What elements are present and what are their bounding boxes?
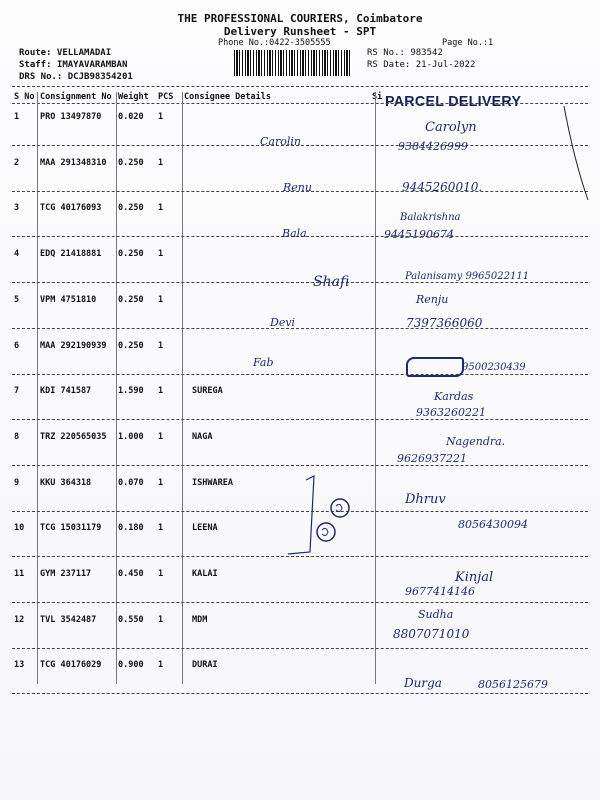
handwritten-phone: 7397366060 xyxy=(406,316,483,330)
handwritten-mark xyxy=(280,470,370,560)
row-sno: 2 xyxy=(14,157,20,168)
row-weight: 1.590 xyxy=(118,386,144,397)
handwritten-signature: Renju xyxy=(416,293,449,306)
row-pcs: 1 xyxy=(158,477,164,488)
row-weight: 0.250 xyxy=(118,340,144,351)
row-consignment-no: MAA 291348310 xyxy=(40,157,107,168)
row-consignment-no: GYM 237117 xyxy=(40,569,92,579)
row-pcs: 1 xyxy=(158,614,164,625)
row-consignee: ISHWAREA xyxy=(192,477,233,488)
row-consignment-no: VPM 4751810 xyxy=(40,294,97,305)
handwritten-signature: Durga xyxy=(404,676,442,690)
handwritten-name: Fab xyxy=(253,356,274,369)
row-pcs: 1 xyxy=(158,660,164,671)
row-pcs: 1 xyxy=(158,203,164,214)
row-sno: 12 xyxy=(14,614,25,625)
handwritten-scribble xyxy=(406,357,464,377)
row-consignment-no: PRO 13497870 xyxy=(40,112,102,122)
handwritten-signature: Shafi xyxy=(313,274,350,290)
row-sno: 5 xyxy=(14,294,20,305)
handwritten-signature: Dhruv xyxy=(405,492,446,507)
drs-number: DRS No.: DCJB98354201 xyxy=(19,72,133,82)
handwritten-phone: 9677414146 xyxy=(405,585,475,598)
row-sno: 10 xyxy=(14,523,25,534)
column-rule xyxy=(37,92,38,684)
column-rule xyxy=(116,92,117,684)
row-sno: 3 xyxy=(14,203,20,214)
handwritten-phone: 8056125679 xyxy=(478,678,548,691)
handwritten-signature: Sudha xyxy=(418,608,454,621)
rs-number: RS No.: 983542 xyxy=(367,48,443,58)
handwritten-signature: Nagendra. xyxy=(446,435,506,448)
col-pcs: PCS xyxy=(158,92,174,102)
handwritten-phone: 8807071010 xyxy=(393,627,470,641)
col-sno: S No xyxy=(14,92,35,102)
handwritten-phone: 8056430094 xyxy=(458,518,528,531)
row-divider xyxy=(12,374,588,375)
row-consignee: DURAI xyxy=(192,660,218,671)
divider xyxy=(12,103,588,104)
row-pcs: 1 xyxy=(158,249,164,260)
row-consignment-no: KDI 741587 xyxy=(40,386,92,397)
row-consignment-no: TVL 3542487 xyxy=(40,614,97,625)
parcel-delivery-stamp: PARCEL DELIVERY xyxy=(385,93,522,110)
col-consignment: Consignment No xyxy=(40,92,112,102)
col-weight: Weight xyxy=(118,92,149,102)
row-pcs: 1 xyxy=(158,431,164,442)
row-consignment-no: MAA 292190939 xyxy=(40,340,107,351)
row-divider xyxy=(12,282,588,283)
row-weight: 0.180 xyxy=(118,523,144,534)
row-divider xyxy=(12,693,588,694)
handwritten-name: Devi xyxy=(270,316,296,329)
handwritten-phone: 9445190674 xyxy=(384,228,454,241)
row-sno: 6 xyxy=(14,340,20,351)
row-consignment-no: TRZ 220565035 xyxy=(40,431,107,442)
row-consignee: LEENA xyxy=(192,523,218,534)
row-divider xyxy=(12,602,588,603)
handwritten-phone: 9363260221 xyxy=(416,406,486,419)
row-divider xyxy=(12,328,588,329)
row-pcs: 1 xyxy=(158,112,164,122)
row-weight: 0.020 xyxy=(118,112,144,122)
divider xyxy=(12,86,588,87)
row-consignee: KALAI xyxy=(192,569,218,579)
row-divider xyxy=(12,648,588,649)
row-sno: 7 xyxy=(14,386,20,397)
handwritten-signature: Balakrishna xyxy=(400,212,461,223)
row-sno: 1 xyxy=(14,112,20,122)
page-number: Page No.:1 xyxy=(442,38,494,48)
row-pcs: 1 xyxy=(158,157,164,168)
row-sno: 8 xyxy=(14,431,20,442)
staff-label: Staff: IMAYAVARAMBAN xyxy=(19,60,128,70)
row-weight: 0.900 xyxy=(118,660,144,671)
handwritten-phone: 9500230439 xyxy=(462,362,526,373)
row-sno: 11 xyxy=(14,569,25,579)
handwritten-signature: Carolyn xyxy=(425,120,477,135)
column-rule xyxy=(375,92,376,684)
barcode xyxy=(234,50,352,76)
row-weight: 0.550 xyxy=(118,614,144,625)
row-pcs: 1 xyxy=(158,340,164,351)
margin-mark xyxy=(560,100,600,210)
col-signature: Si xyxy=(372,92,383,102)
row-sno: 4 xyxy=(14,249,20,260)
row-weight: 1.000 xyxy=(118,431,144,442)
row-consignee: NAGA xyxy=(192,431,213,442)
row-pcs: 1 xyxy=(158,569,164,579)
company-title: THE PROFESSIONAL COURIERS, Coimbatore xyxy=(177,12,423,25)
row-weight: 0.250 xyxy=(118,157,144,168)
row-consignment-no: TCG 15031179 xyxy=(40,523,102,534)
handwritten-signature: Palanisamy 9965022111 xyxy=(405,271,530,282)
row-weight: 0.250 xyxy=(118,203,144,214)
handwritten-name: Bala xyxy=(282,227,307,240)
row-weight: 0.070 xyxy=(118,477,144,488)
handwritten-name: Renu xyxy=(283,181,312,194)
handwritten-phone: 9445260010. xyxy=(402,180,483,194)
row-sno: 9 xyxy=(14,477,20,488)
row-weight: 0.250 xyxy=(118,294,144,305)
handwritten-name: Carolin xyxy=(260,135,301,148)
phone-number: Phone No.:0422-3505555 xyxy=(218,38,331,48)
row-pcs: 1 xyxy=(158,294,164,305)
row-consignee: MDM xyxy=(192,614,208,625)
row-pcs: 1 xyxy=(158,386,164,397)
row-sno: 13 xyxy=(14,660,25,671)
document-subtitle: Delivery Runsheet - SPT xyxy=(223,25,377,38)
row-weight: 0.450 xyxy=(118,569,144,579)
row-consignment-no: EDQ 21418881 xyxy=(40,249,102,260)
handwritten-phone: 9626937221 xyxy=(397,452,467,465)
row-pcs: 1 xyxy=(158,523,164,534)
rs-date: RS Date: 21-Jul-2022 xyxy=(367,60,476,70)
handwritten-signature: Kardas xyxy=(434,390,474,403)
handwritten-phone: 9384426999 xyxy=(398,140,468,153)
row-divider xyxy=(12,419,588,420)
col-details: Consignee Details xyxy=(184,92,271,102)
row-consignment-no: TCG 40176029 xyxy=(40,660,102,671)
row-weight: 0.250 xyxy=(118,249,144,260)
row-divider xyxy=(12,465,588,466)
route-label: Route: VELLAMADAI xyxy=(19,48,112,58)
row-consignment-no: TCG 40176093 xyxy=(40,203,102,214)
row-consignee: SUREGA xyxy=(192,386,223,397)
handwritten-signature: Kinjal xyxy=(455,570,494,585)
row-consignment-no: KKU 364318 xyxy=(40,477,92,488)
column-rule xyxy=(182,92,183,684)
